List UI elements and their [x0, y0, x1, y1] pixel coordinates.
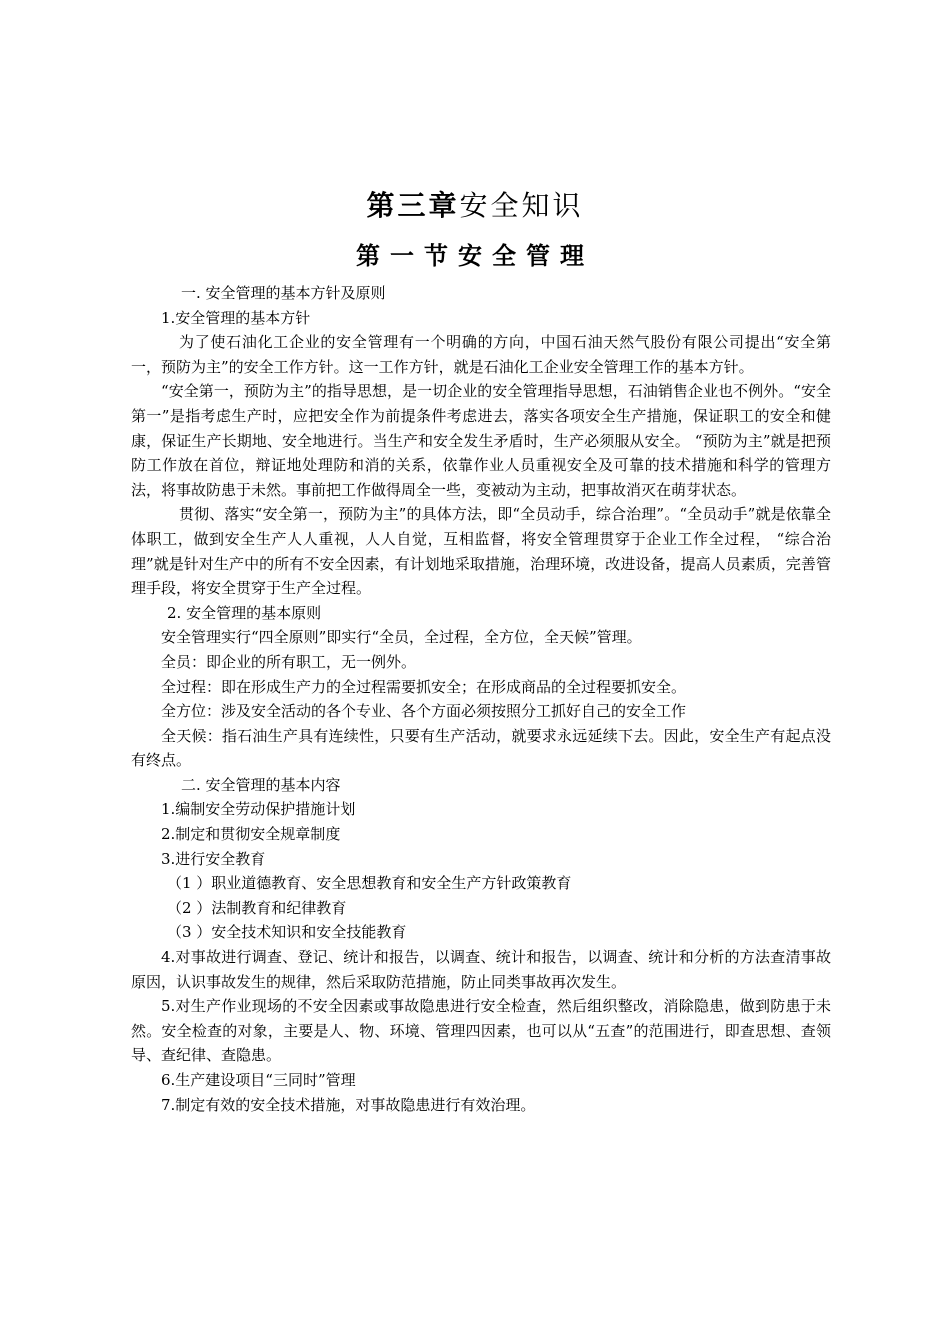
- list-item-2: 2.制定和贯彻安全规章制度: [161, 825, 341, 844]
- paragraph-all-process: 全过程：即在形成生产力的全过程需要抓安全；在形成商品的全过程要抓安全。: [161, 677, 687, 696]
- section-title: 第一节安全管理: [356, 242, 594, 270]
- sub-item-1: （1 ）职业道德教育、安全思想教育和安全生产方针政策教育: [167, 874, 572, 893]
- paragraph-policy-intro: 为了使石油化工企业的安全管理有一个明确的方向，中国石油天然气股份有限公司提出“安全第一，预防为主”的安全工作方针。这一工作方针，就是石油化工企业安全管理工作的基本方针。: [131, 333, 831, 376]
- chapter-number: 第三章: [366, 189, 460, 222]
- chapter-name: 安全知识: [459, 189, 584, 222]
- document-body: [131, 281, 831, 1117]
- paragraph-safety-first: “安全第一，预防为主”的指导思想，是一切企业的安全管理指导思想，石油销售企业也不例外。“安全第一”是指考虑生产时，应把安全作为前提条件考虑进去，落实各项安全生产措施，保证职工的安全和健康，保证生产长期地、安全地进行。当生产和安全发生矛盾时，生产必须服从安全。 “预防为主”就是把预防工作放在首位，辩证地处理防和消的关系，依靠作业人员重视安全及可靠的技术措施和科学的管理方法，将事故防患于未然。事前把工作做得周全一些，变被动为主动，把事故消灭在萌芽状态。: [131, 382, 831, 499]
- paragraph-four-principles: 安全管理实行“四全原则”即实行“全员，全过程，全方位，全天候”管理。: [161, 628, 642, 647]
- sub-item-2: （2 ）法制教育和纪律教育: [167, 898, 347, 917]
- list-item-3: 3.进行安全教育: [161, 849, 266, 868]
- chapter-title: [0, 186, 950, 226]
- heading-part-one: 一. 安全管理的基本方针及原则: [181, 284, 386, 302]
- paragraph-all-aspects: 全方位：涉及安全活动的各个专业、各个方面必须按照分工抓好自己的安全工作: [161, 702, 687, 721]
- list-item-1: 1.编制安全劳动保护措施计划: [161, 800, 356, 819]
- heading-part-two: 二. 安全管理的基本内容: [181, 775, 341, 794]
- list-item-7: 7.制定有效的安全技术措施，对事故隐患进行有效治理。: [161, 1095, 536, 1114]
- paragraph-all-staff: 全员：即企业的所有职工，无一例外。: [161, 652, 417, 671]
- paragraph-implementation: 贯彻、落实“安全第一，预防为主”的具体方法，即“全员动手，综合治理”。“全员动手”就是依靠全体职工，做到安全生产人人重视，人人自觉，互相监督，将安全管理贯穿于企业工作全过程， “综合治理”就是针对生产中的所有不安全因素，有计划地采取措施，治理环境，改进设备，提高人员素质，完善管理手段，将安全贯穿于生产全过程。: [131, 505, 831, 598]
- paragraph-all-weather: 全天候：指石油生产具有连续性，只要有生产活动，就要求永远延续下去。因此，安全生产有起点没有终点。: [131, 726, 831, 770]
- sub-item-3: （3 ）安全技术知识和安全技能教育: [167, 923, 407, 942]
- list-item-4: 4.对事故进行调查、登记、统计和报告，以调查、统计和报告，以调查、统计和分析的方法查清事故原因，认识事故发生的规律，然后采取防范措施，防止同类事故再次发生。: [131, 948, 831, 991]
- subheading-basic-policy: 1.安全管理的基本方针: [161, 308, 311, 327]
- list-item-5: 5.对生产作业现场的不安全因素或事故隐患进行安全检查，然后组织整改，消除隐患，做到防患于未然。安全检查的对象，主要是人、物、环境、管理四因素，也可以从“五查”的范围进行，即查思想、查领导、查纪律、查隐患。: [131, 997, 831, 1065]
- subheading-basic-principles: 2. 安全管理的基本原则: [167, 603, 322, 622]
- list-item-6: 6.生产建设项目“三同时”管理: [161, 1071, 356, 1089]
